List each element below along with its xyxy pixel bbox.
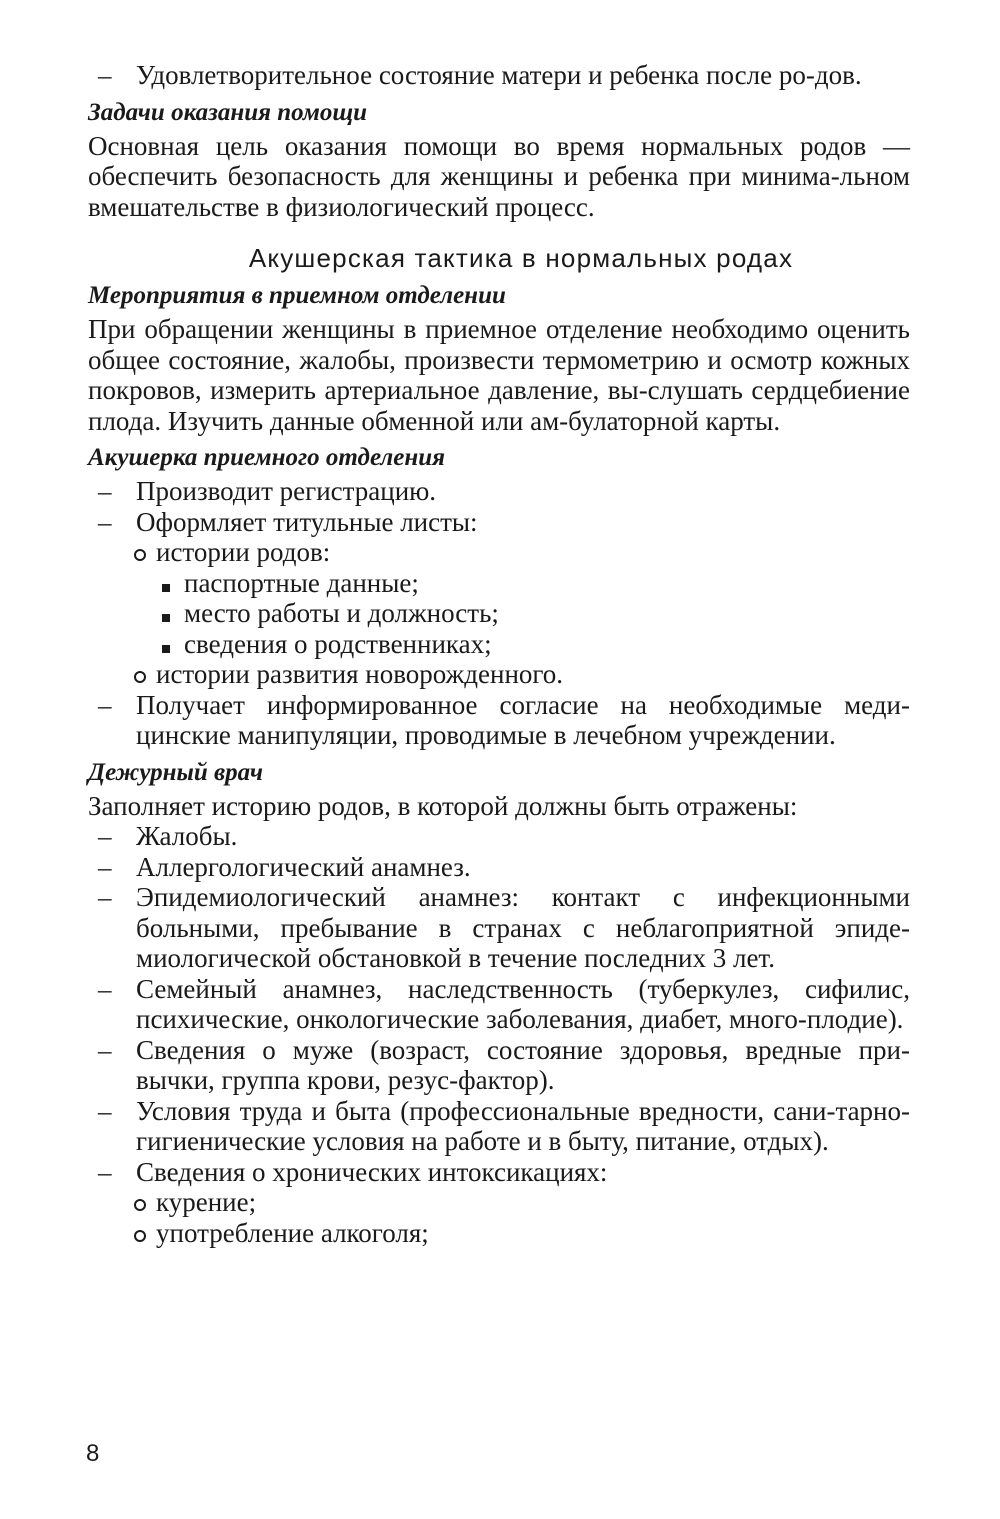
list-item-text: истории родов: xyxy=(156,537,331,567)
dash-marker: – xyxy=(98,60,112,90)
text-column xyxy=(88,60,910,1248)
tasks-heading: Задачи оказания помощи xyxy=(88,98,368,126)
sub-list-item xyxy=(88,659,910,690)
dash-marker: – xyxy=(98,1156,112,1187)
list-item xyxy=(88,1096,910,1157)
tasks-paragraph: Основная цель оказания помощи во время нормальных родов — обеспечить безопасность для женщины и ребенка при минима-льном вмешательстве в физиологический процесс. xyxy=(88,130,910,222)
list-item-text: Аллергологический анамнез. xyxy=(136,851,471,882)
list-item xyxy=(88,476,910,507)
dash-marker: – xyxy=(98,689,112,720)
dash-marker: – xyxy=(98,821,112,851)
list-item-text: истории развития новорожденного. xyxy=(156,659,564,689)
dash-marker: – xyxy=(98,506,112,537)
list-item xyxy=(88,1157,910,1188)
list-item xyxy=(88,1035,910,1096)
list-item-text: Получает информированное согласие на необходимые меди-цинские манипуляции, проводимые в лечебном учреждении. xyxy=(136,689,910,750)
square-bullet-icon xyxy=(160,598,184,629)
dash-marker: – xyxy=(98,973,112,1004)
list-item-text: сведения о родственниках; xyxy=(184,628,492,659)
list-item xyxy=(88,821,910,852)
list-item-text: курение; xyxy=(156,1187,257,1217)
dash-marker: – xyxy=(98,1095,112,1126)
midwife-heading: Акушерка приемного отделения xyxy=(88,444,446,471)
list-item-text: Оформляет титульные листы: xyxy=(136,506,478,537)
list-item-text: Сведения о муже (возраст, состояние здоровья, вредные при-вычки, группа крови, резус-фактор). xyxy=(136,1034,910,1095)
doctor-intro: Заполняет историю родов, в которой должны быть отражены: xyxy=(88,790,798,821)
doctor-heading: Дежурный врач xyxy=(88,758,263,786)
list-item-text: место работы и должность; xyxy=(184,598,499,628)
list-item xyxy=(88,882,910,974)
admission-heading: Мероприятия в приемном отделении xyxy=(88,282,506,309)
list-item-text: паспортные данные; xyxy=(184,567,419,598)
square-bullet-icon xyxy=(160,568,184,599)
dash-marker: – xyxy=(98,1034,112,1065)
list-item-text: Эпидемиологический анамнез: контакт с инфекционными больными, пребывание в странах с неблагоприятной эпиде-миологической обстановкой в течение последних 3 лет. xyxy=(136,882,910,973)
dash-marker: – xyxy=(98,476,112,506)
page-number: 8 xyxy=(86,1440,100,1467)
sub-list-item xyxy=(88,1218,910,1249)
list-item-text: Производит регистрацию. xyxy=(136,476,437,506)
square-bullet-icon xyxy=(160,629,184,660)
list-item xyxy=(88,690,910,751)
sub-list-item xyxy=(88,537,910,568)
list-item-text: Сведения о хронических интоксикациях: xyxy=(136,1156,608,1187)
list-item xyxy=(88,852,910,883)
sub-sub-list-item xyxy=(88,629,910,660)
circle-bullet-icon xyxy=(130,537,156,568)
circle-bullet-icon xyxy=(130,659,156,690)
section-title: Акушерская тактика в нормальных родах xyxy=(248,243,794,273)
list-item-text: Условия труда и быта (профессиональные вредности, сани-тарно-гигиенические условия на работе и в быту, питание, отдых). xyxy=(136,1095,910,1156)
sub-list-item xyxy=(88,1187,910,1218)
circle-bullet-icon xyxy=(130,1218,156,1249)
sub-sub-list-item xyxy=(88,598,910,629)
list-item xyxy=(88,974,910,1035)
sub-sub-list-item xyxy=(88,568,910,599)
list-item xyxy=(88,507,910,538)
list-item-text: Жалобы. xyxy=(136,821,238,851)
dash-marker: – xyxy=(98,882,112,912)
dash-marker: – xyxy=(98,851,112,882)
list-item xyxy=(88,60,910,91)
list-item-text: употребление алкоголя; xyxy=(156,1217,429,1248)
list-item-text: Семейный анамнез, наследственность (туберкулез, сифилис, психические, онкологические заболевания, диабет, много-плодие). xyxy=(136,973,910,1034)
circle-bullet-icon xyxy=(130,1187,156,1218)
list-item-text: Удовлетворительное состояние матери и ребенка после ро-дов. xyxy=(136,60,862,90)
admission-paragraph: При обращении женщины в приемное отделение необходимо оценить общее состояние, жалобы, произвести термометрию и осмотр кожных покровов, измерить артериальное давление, вы-слушать сердцебиение плода. Изучить данные обменной или ам-булаторной карты. xyxy=(88,314,910,436)
